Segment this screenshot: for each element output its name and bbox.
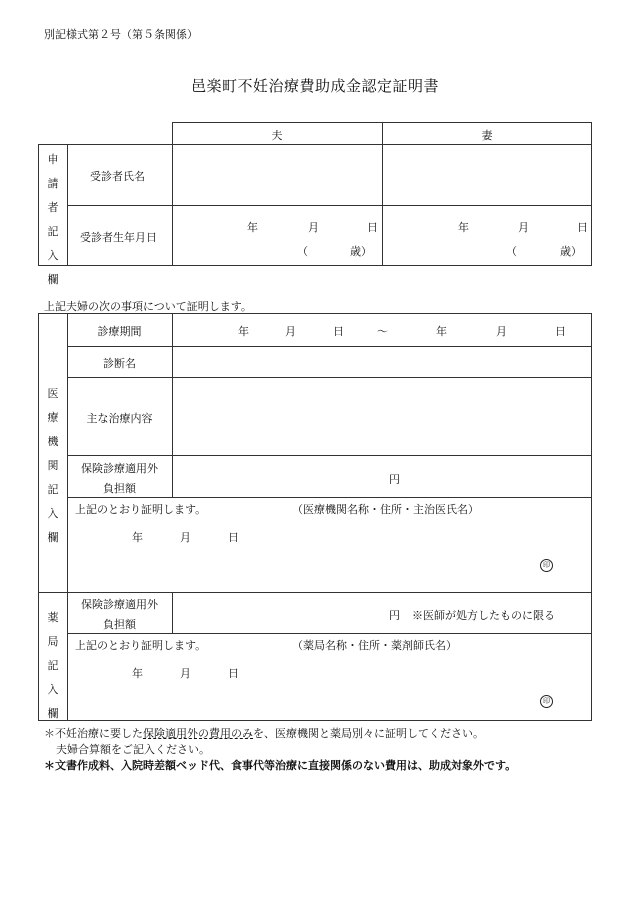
dob-label: 受診者生年月日 <box>80 231 157 244</box>
wife-column-header: 妻 <box>481 129 493 142</box>
pharmacy-seal-icon: 印 <box>540 695 553 708</box>
period-label: 診療期間 <box>97 325 142 338</box>
name-label: 受診者氏名 <box>90 170 145 183</box>
pharmacy-cost-label-line2: 負担額 <box>103 618 136 631</box>
medical-cost-label-line1: 保険診療適用外 <box>81 462 158 475</box>
medical-cost-label-line2: 負担額 <box>103 482 136 495</box>
note-1: ＊不妊治療に要した保険適用外の費用のみを、医療機関と薬局別々に証明してください。 <box>44 727 484 740</box>
note-1-line2: 夫婦合算額をご記入ください。 <box>56 743 210 756</box>
form-number: 別記様式第２号（第５条関係） <box>44 28 198 41</box>
pharmacy-certify-text: 上記のとおり証明します。 <box>75 639 207 652</box>
pharmacy-section-label: 薬局記入欄 <box>47 611 59 720</box>
husband-column-header: 夫 <box>271 129 283 142</box>
treatment-label: 主な治療内容 <box>86 412 153 425</box>
pharmacy-cost-field[interactable] <box>176 596 376 629</box>
note-2: ＊文書作成料、入院時差額ベッド代、食事代等治療に直接関係のない費用は、助成対象外です。 <box>44 759 517 772</box>
medical-section-label: 医療機関記入欄 <box>47 387 59 544</box>
applicant-section-label: 申請者記入欄 <box>47 153 59 286</box>
medical-institution-note: （医療機関名称・住所・主治医氏名） <box>292 503 479 516</box>
certification-intro: 上記夫婦の次の事項について証明します。 <box>44 300 252 313</box>
page-title: 邑楽町不妊治療費助成金認定証明書 <box>190 77 439 95</box>
prescribed-only-note: ※医師が処方したものに限る <box>412 609 555 622</box>
pharmacy-yen-unit: 円 <box>389 609 400 622</box>
medical-certify-text: 上記のとおり証明します。 <box>75 503 207 516</box>
note-1-emphasis: 保険適用外の費用のみ <box>143 727 253 740</box>
wife-name-field[interactable] <box>392 150 588 202</box>
pharmacy-cost-label-line1: 保険診療適用外 <box>81 598 158 611</box>
pharmacy-name-note: （薬局名称・住所・薬剤師氏名） <box>292 639 457 652</box>
husband-name-field[interactable] <box>182 150 378 202</box>
treatment-field[interactable] <box>176 381 588 451</box>
medical-yen-unit: 円 <box>389 473 400 486</box>
diagnosis-field[interactable] <box>176 350 588 374</box>
period-tilde: ～ <box>377 325 388 338</box>
medical-cost-field[interactable] <box>176 459 588 493</box>
diagnosis-label: 診断名 <box>103 357 136 370</box>
medical-seal-icon: 印 <box>540 559 553 572</box>
